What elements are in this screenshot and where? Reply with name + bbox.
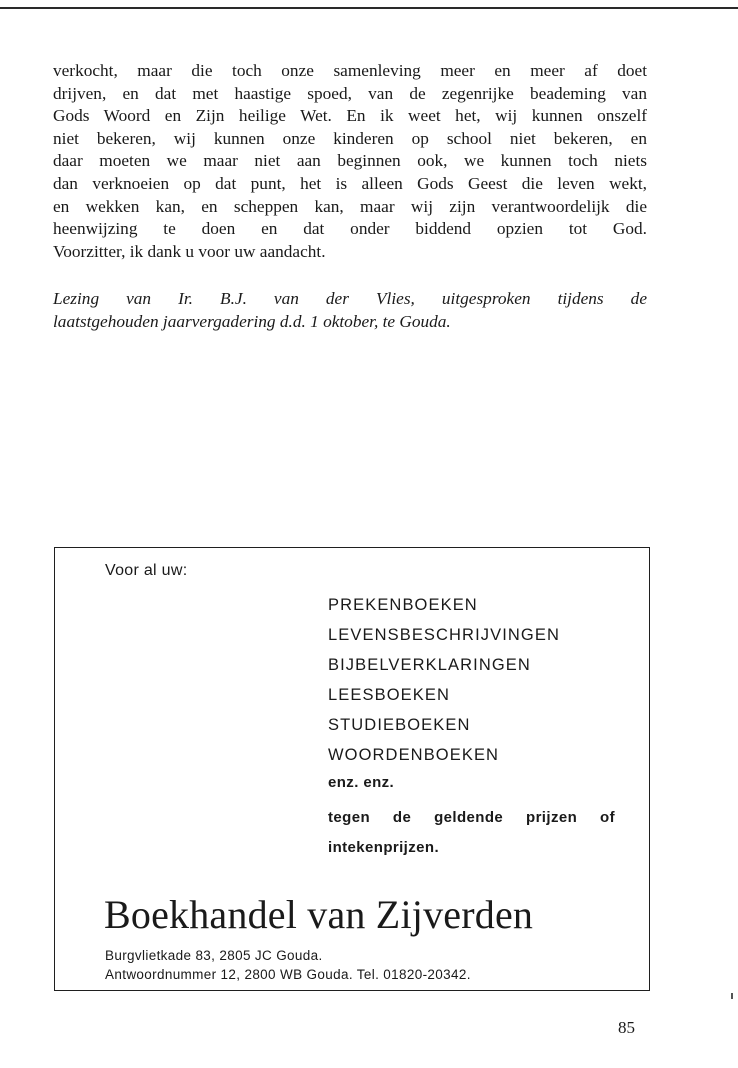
top-divider-line (0, 7, 738, 9)
shop-address (105, 946, 471, 984)
lecture-note-line: Lezing van Ir. B.J. van der Vlies, uitgesproken tijdens de (53, 289, 647, 308)
lecture-note-line: laatstgehouden jaarvergadering d.d. 1 oktober, te Gouda. (53, 311, 451, 331)
body-line: drijven, en dat met haastige spoed, van de zegenrijke beademing van (53, 83, 647, 103)
address-line: Antwoordnummer 12, 2800 WB Gouda. Tel. 01820-20342. (105, 967, 471, 982)
article-body-text (53, 60, 647, 263)
book-category-item: BIJBELVERKLARINGEN (328, 656, 531, 674)
book-category-item: STUDIEBOEKEN (328, 716, 471, 734)
book-category-item: LEESBOEKEN (328, 686, 450, 704)
body-line: heenwijzing te doen en dat onder biddend opzien tot God. (53, 219, 647, 239)
bookshop-advertisement (54, 547, 650, 991)
body-line: dan verknoeien op dat punt, het is alleen Gods Geest die leven wekt, (53, 173, 647, 193)
page-number: 85 (618, 1018, 635, 1037)
body-line: verkocht, maar die toch onze samenleving meer en meer af doet (53, 61, 647, 80)
ad-etc: enz. enz. (328, 774, 395, 791)
book-category-item: LEVENSBESCHRIJVINGEN (328, 626, 560, 644)
body-line: Gods Woord en Zijn heilige Wet. En ik weet het, wij kunnen onszelf (53, 106, 647, 126)
shop-name: Boekhandel van Zijverden (104, 892, 534, 937)
price-note-line: tegen de geldende prijzen of (328, 809, 615, 826)
margin-mark (731, 993, 733, 999)
ad-intro: Voor al uw: (105, 562, 188, 579)
body-line: Voorzitter, ik dank u voor uw aandacht. (53, 241, 326, 261)
body-line: en wekken kan, en scheppen kan, maar wij zijn verantwoordelijk die (53, 196, 647, 216)
body-line: daar moeten we maar niet aan beginnen ook, we kunnen toch niets (53, 151, 647, 171)
body-line: niet bekeren, wij kunnen onze kinderen op school niet bekeren, en (53, 128, 647, 148)
price-note-line: intekenprijzen. (328, 839, 440, 856)
lecture-note (53, 288, 647, 333)
address-line: Burgvlietkade 83, 2805 JC Gouda. (105, 948, 323, 963)
book-category-item: PREKENBOEKEN (328, 596, 478, 614)
book-category-item: WOORDENBOEKEN (328, 746, 500, 764)
ad-price-note (328, 803, 615, 863)
book-category-list (328, 590, 560, 770)
